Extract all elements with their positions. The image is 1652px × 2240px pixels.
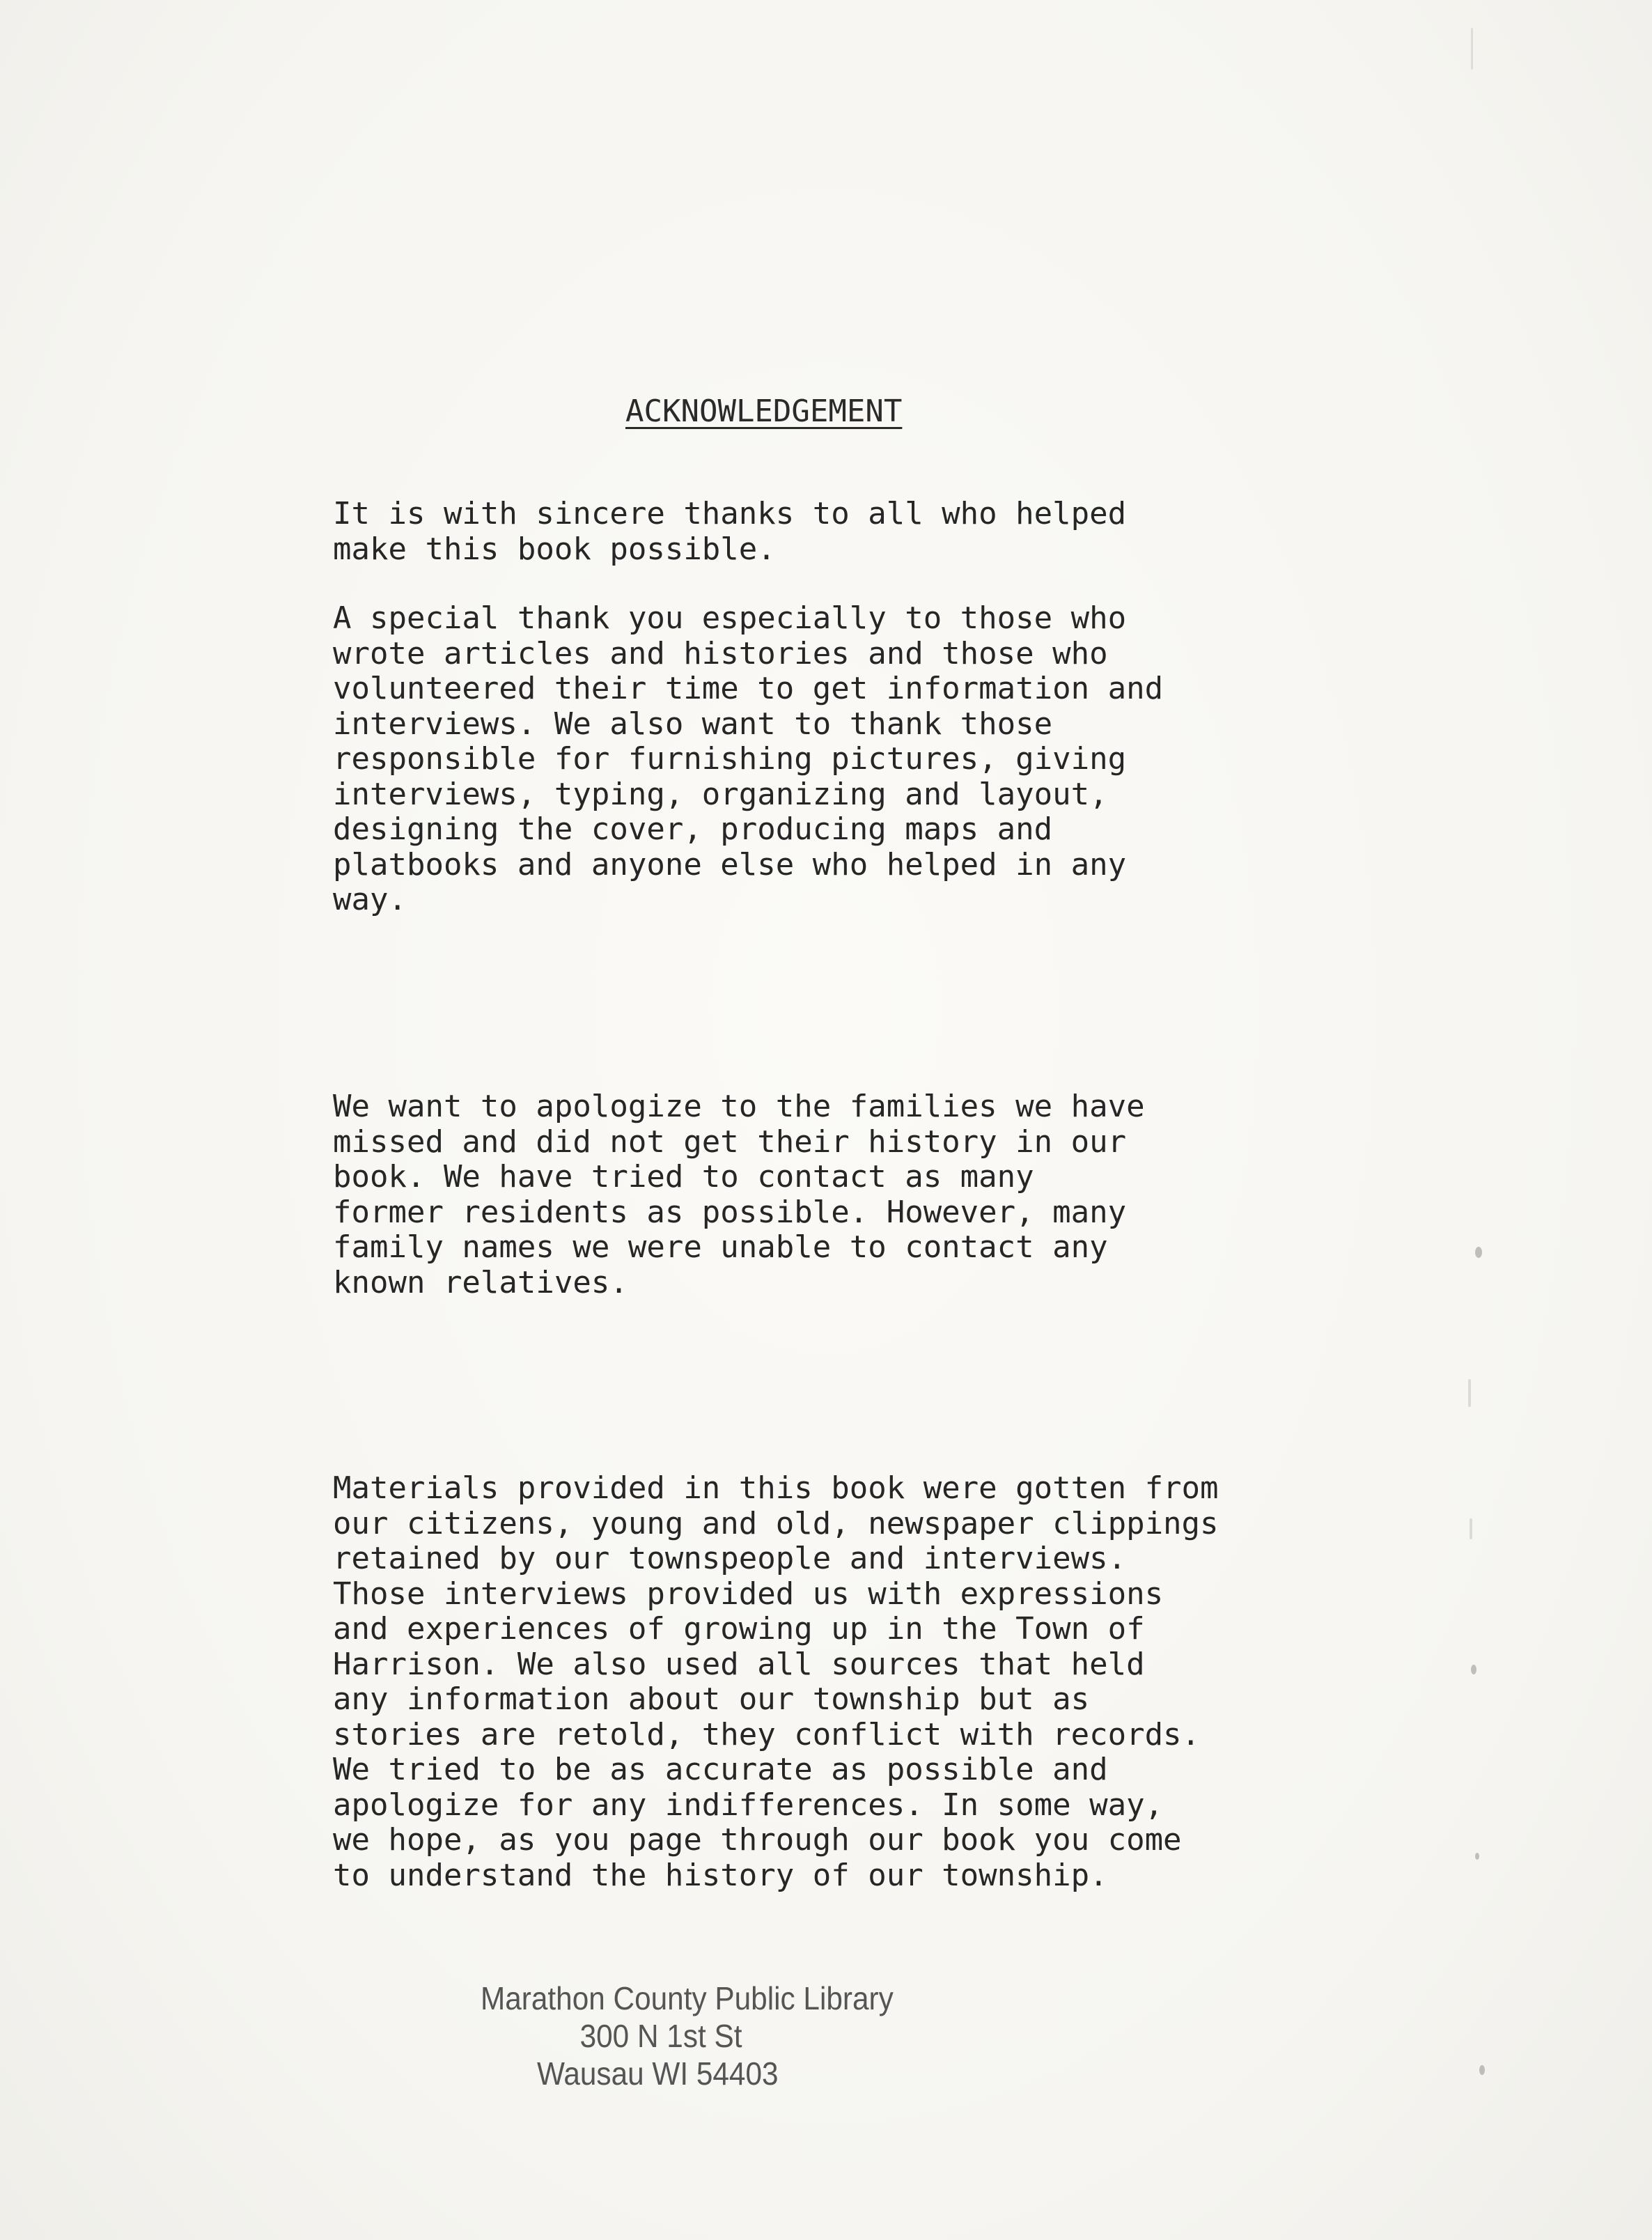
scan-speck (1471, 28, 1473, 70)
paragraph-thanks: It is with sincere thanks to all who helped make this book possible. (333, 496, 1127, 567)
paragraph-materials: Materials provided in this book were gotten from our citizens, young and old, newspaper clippings retained by our townspeople and interviews. Those interviews provided us with expressions and experiences of growing up in the Town of Harrison. We also used all sources that held any information about our township but as stories are retold, they conflict with records. We tried to be as accurate as possible and apologize for any indifferences. In some way, we hope, as you page through our book you come to understand the history of our township. (333, 1470, 1219, 1893)
scan-speck (1475, 1247, 1482, 1258)
stamp-city-state-zip: Wausau WI 54403 (536, 2055, 779, 2092)
scan-speck (1475, 1853, 1479, 1860)
stamp-street-address: 300 N 1st St (579, 2018, 742, 2054)
scan-speck (1468, 1379, 1471, 1407)
stamp-library-name: Marathon County Public Library (481, 1980, 894, 2016)
library-stamp (481, 1980, 968, 2092)
scan-speck (1479, 2065, 1485, 2075)
page-title: ACKNOWLEDGEMENT (625, 394, 903, 429)
scan-speck (1471, 1665, 1476, 1674)
scan-speck (1470, 1518, 1472, 1539)
paragraph-apology: We want to apologize to the families we have missed and did not get their history in our book. We have tried to contact as many former residents as possible. However, many family names we were unable to contact any known relatives. (333, 1089, 1145, 1300)
paragraph-special-thanks: A special thank you especially to those who wrote articles and histories and those who volunteered their time to get information and interviews. We also want to thank those responsible for furnishing pictures, giving interviews, typing, organizing and layout, designing the cover, producing maps and platbooks and anyone else who helped in any way. (333, 600, 1164, 917)
